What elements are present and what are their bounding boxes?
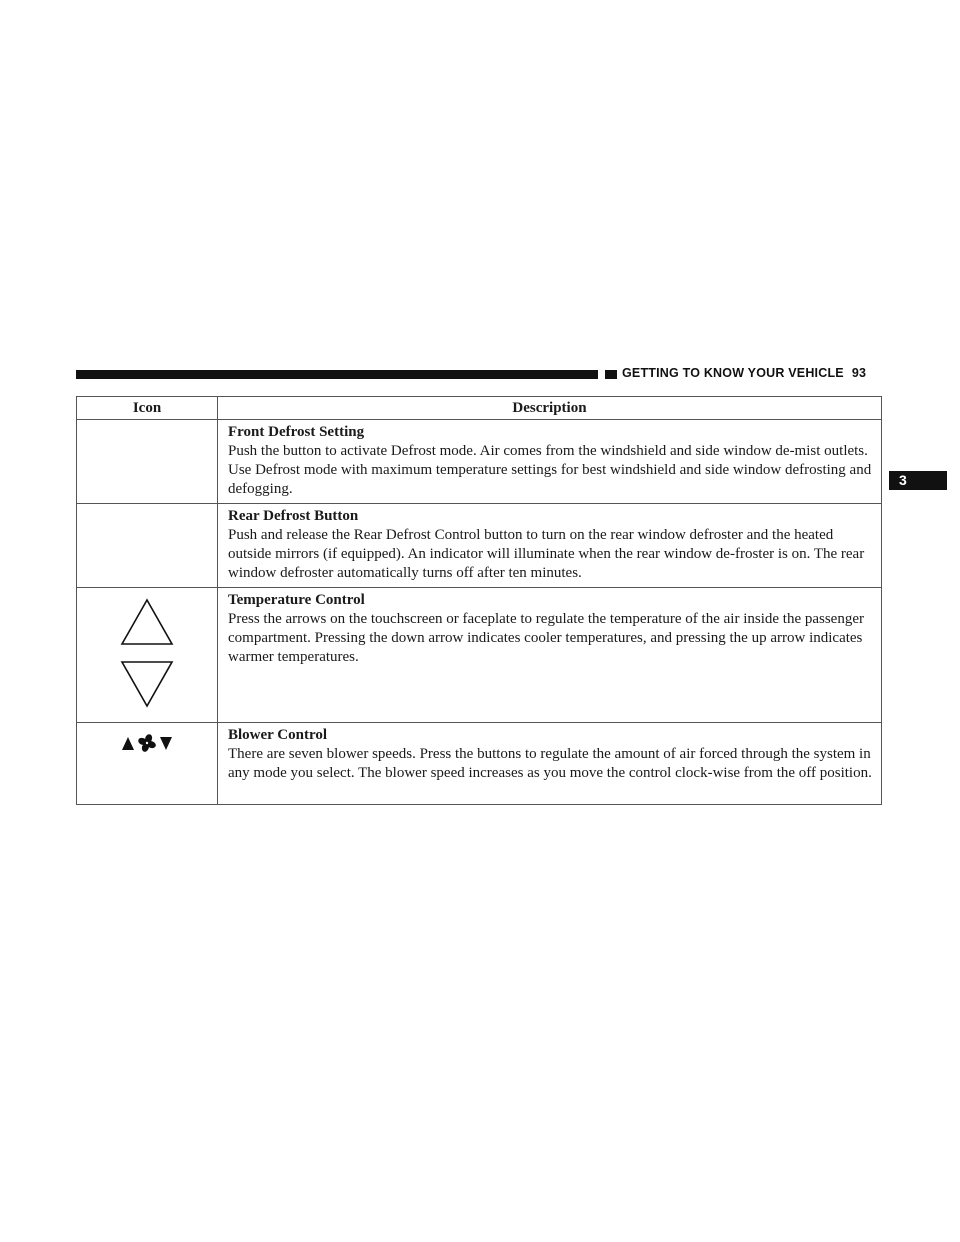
table-row	[77, 723, 882, 805]
row-body: Push and release the Rear Defrost Control button to turn on the rear window defroster and the heated outside mirrors (if equipped). An indicator will illuminate when the rear window de-froster is on. The rear window defroster automatically turns off after ten minutes.	[228, 527, 865, 581]
column-header-icon: Icon	[77, 397, 218, 420]
running-header	[622, 366, 884, 380]
row-body: There are seven blower speeds. Press the buttons to regulate the amount of air forced through the system in any mode you select. The blower speed increases as you move the control clock-wise from the off position.	[228, 746, 872, 781]
icon-cell	[77, 588, 218, 723]
row-title: Blower Control	[228, 727, 328, 743]
table-row	[77, 504, 882, 588]
blower-fan-icon	[120, 733, 174, 753]
section-title: GETTING TO KNOW YOUR VEHICLE	[622, 366, 844, 380]
header-rule-end	[605, 370, 617, 379]
chapter-tab: 3	[889, 471, 947, 490]
row-title: Rear Defrost Button	[228, 508, 359, 524]
description-cell	[218, 588, 882, 723]
table-row	[77, 588, 882, 723]
description-cell	[218, 504, 882, 588]
row-body: Press the arrows on the touchscreen or faceplate to regulate the temperature of the air inside the passenger compartment. Pressing the down arrow indicates cooler temperatures, and pressing the up arrow indicates warmer temperatures.	[228, 611, 864, 665]
icon-cell-empty	[77, 420, 218, 504]
temperature-icons	[77, 588, 217, 722]
row-title: Temperature Control	[228, 592, 365, 608]
row-body: Push the button to activate Defrost mode. Air comes from the windshield and side window de-mist outlets. Use Defrost mode with maximum temperature settings for best windshield and side window defrosting and defogging.	[228, 443, 872, 497]
description-cell	[218, 723, 882, 805]
table-row	[77, 420, 882, 504]
table-header-row	[77, 397, 882, 420]
climate-controls-table	[76, 396, 882, 805]
row-title: Front Defrost Setting	[228, 424, 365, 440]
icon-cell	[77, 723, 218, 805]
temperature-up-arrow-icon	[120, 598, 174, 646]
blower-icons	[77, 723, 217, 753]
description-cell	[218, 420, 882, 504]
column-header-description: Description	[218, 397, 882, 420]
temperature-down-arrow-icon	[120, 660, 174, 708]
header-rule	[76, 370, 598, 379]
page-number: 93	[851, 366, 867, 380]
icon-cell-empty	[77, 504, 218, 588]
